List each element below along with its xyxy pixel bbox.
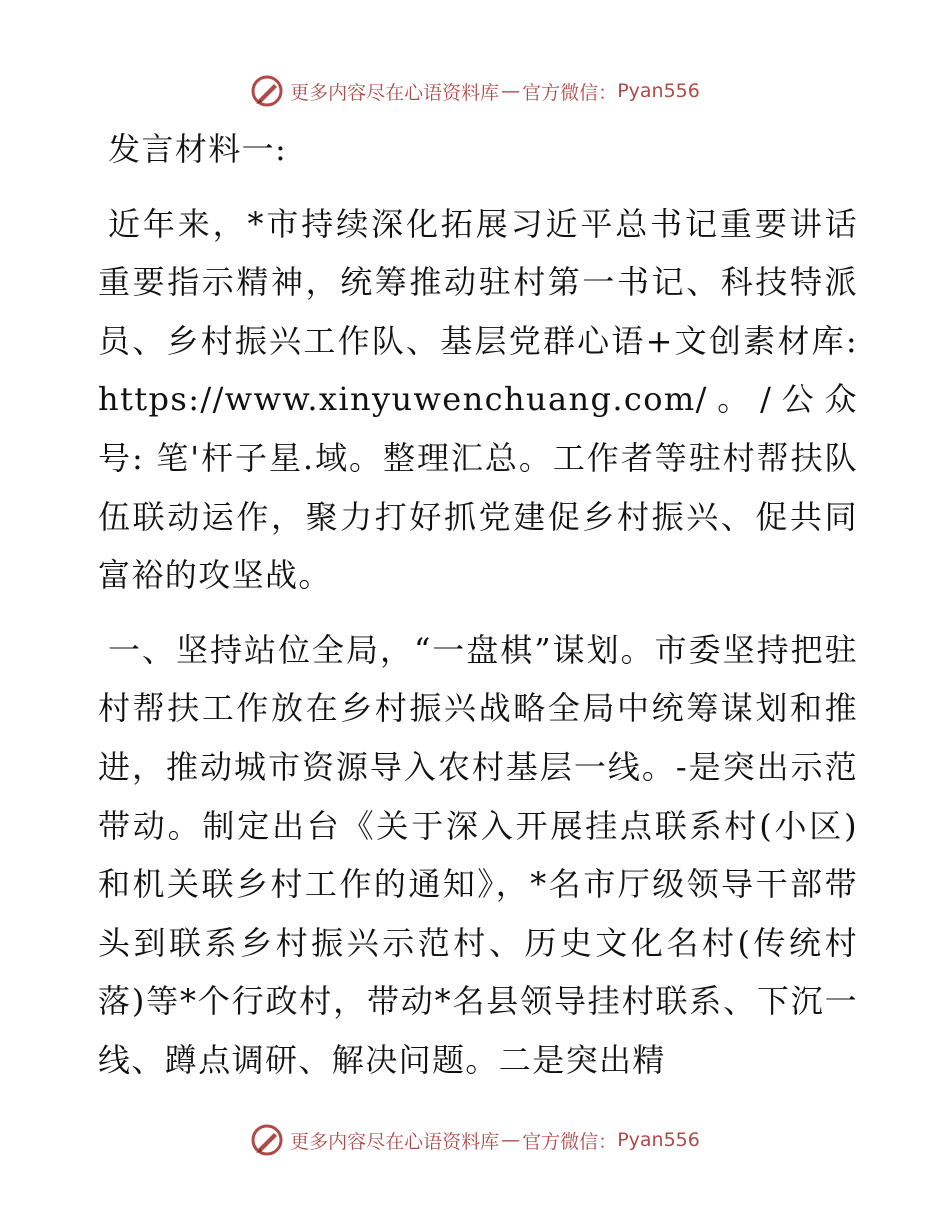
watermark-id: Pyan556 [617, 1129, 700, 1151]
watermark-id: Pyan556 [617, 80, 700, 102]
watermark-separator: — [501, 80, 521, 102]
watermark-banner-bottom [0, 1120, 950, 1160]
paragraph-intro: 近年来，*市持续深化拓展习近平总书记重要讲话重要指示精神，统筹推动驻村第一书记、科技特派员、乡村振兴工作队、基层党群心语+文创素材库: https://www.xinyuwenchuang.com/。/公众号: 笔'杆子星.域。整理汇总。工作者等驻村帮扶队伍联动运作，聚力打好抓党建促乡村振兴、促共同富裕的攻坚战。 [98, 204, 858, 595]
logo-icon [250, 1123, 284, 1157]
watermark-text: 更多内容尽在心语资料库 [290, 81, 500, 104]
watermark-banner-top [0, 71, 950, 111]
logo-icon [250, 74, 284, 108]
document-heading: 发言材料一: [108, 130, 288, 168]
document-body [98, 120, 858, 1106]
watermark-separator: — [501, 1129, 521, 1151]
watermark-contact: 官方微信： [522, 81, 618, 104]
watermark-text: 更多内容尽在心语资料库 [290, 1130, 500, 1153]
watermark-contact: 官方微信： [522, 1130, 618, 1153]
paragraph-section-one: 一、坚持站位全局，“一盘棋”谋划。市委坚持把驻村帮扶工作放在乡村振兴战略全局中统筹谋划和推进，推动城市资源导入农村基层一线。-是突出示范带动。制定出台《关于深入开展挂点联系村(小区)和机关联乡村工作的通知》，*名市厅级领导干部带头到联系乡村振兴示范村、历史文化名村(传统村落)等*个行政村，带动*名县领导挂村联系、下沉一线、蹲点调研、解决问题。二是突出精 [98, 630, 858, 1079]
